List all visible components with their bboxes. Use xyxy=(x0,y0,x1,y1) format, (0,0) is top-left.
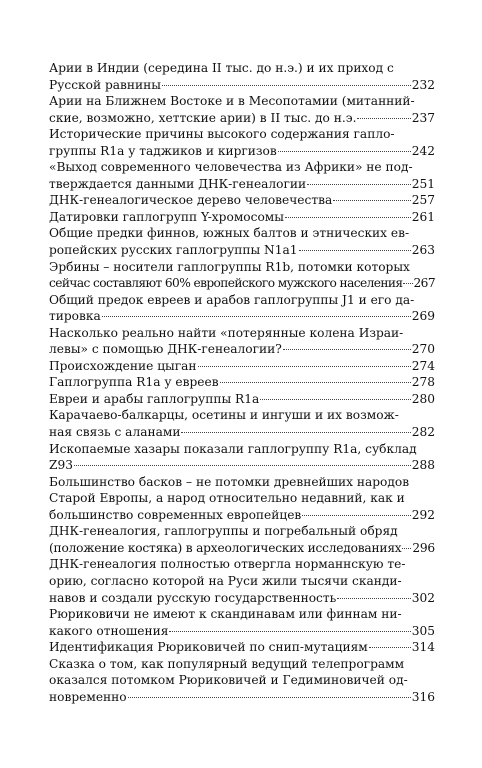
toc-page-number: 280 xyxy=(411,391,435,406)
toc-entry-title-line: орию, согласно которой на Руси жили тысячи сканди- xyxy=(49,573,402,588)
dot-leader xyxy=(181,432,410,433)
toc-page-number: 278 xyxy=(411,375,435,390)
toc-entry-last-line xyxy=(49,176,435,193)
dot-leader xyxy=(369,647,411,648)
toc-entry-title-line: Исторические причины высокого содержания гапло- xyxy=(49,127,395,142)
toc-entry-title-line: «Выход современного человечества из Африки» не под- xyxy=(49,160,413,175)
toc-entry xyxy=(49,639,435,656)
toc-entry-title-line: сейчас составляют 60% европейского мужского населения xyxy=(49,276,403,291)
toc-page-number: 270 xyxy=(411,342,435,357)
toc-entry-title-line: (положение костяка) в археологических исследованиях xyxy=(49,540,402,555)
dot-leader xyxy=(337,598,410,599)
toc-entry xyxy=(49,209,435,226)
toc-entry-last-line xyxy=(49,341,435,358)
dot-leader xyxy=(403,283,412,284)
toc-entry xyxy=(49,656,435,706)
toc-page-number: 316 xyxy=(411,689,435,704)
toc-entry-last-line xyxy=(49,540,435,557)
toc-page-number: 269 xyxy=(411,309,435,324)
toc-entry-last-line xyxy=(49,391,435,408)
dot-leader xyxy=(299,250,411,251)
toc-entry-last-line xyxy=(49,192,435,209)
dot-leader xyxy=(333,200,411,201)
toc-entry-title-line: Арии в Индии (середина II тыс. до н.э.) и их приход с xyxy=(49,61,394,75)
toc-page-number: 288 xyxy=(411,458,435,473)
toc-entry xyxy=(49,159,435,192)
toc-entry-last-line xyxy=(49,77,435,94)
toc-entry xyxy=(49,60,435,93)
toc-entry-title-line: ная связь с аланами xyxy=(49,425,181,440)
dot-leader xyxy=(307,184,411,185)
toc-page-number: 282 xyxy=(411,425,435,440)
toc-entry-title-line: ские, возможно, хеттские арии) в II тыс. до н.э. xyxy=(49,110,357,125)
toc-entry-title-line: большинство современных европейцев xyxy=(49,507,302,522)
toc-entry-title-line: группы R1a у таджиков и киргизов xyxy=(49,143,277,158)
toc-entry xyxy=(49,358,435,375)
toc-entry xyxy=(49,556,435,606)
toc-entry-title-line: левы» с помощью ДНК-генеалогии? xyxy=(49,342,282,357)
toc-entry-title-line: Ископаемые хазары показали гаплогруппу R1a, субклад xyxy=(49,441,417,456)
toc-page-number: 267 xyxy=(413,276,435,291)
toc-entry-title-line: какого отношения xyxy=(49,623,169,638)
toc-entry-title-line: Большинство басков – не потомки древнейших народов xyxy=(49,474,410,489)
toc-page-number: 292 xyxy=(411,507,435,522)
toc-entry-title-line: Рюриковичи не имеют к скандинавам или финнам ни- xyxy=(49,607,402,622)
toc-page-number: 251 xyxy=(411,176,435,191)
dot-leader xyxy=(220,382,411,383)
toc-entry-title-line: Карачаево-балкарцы, осетины и ингуши и их возмож- xyxy=(49,408,399,423)
toc-entry-title-line: Русской равнины xyxy=(49,77,161,92)
toc-page-number: 274 xyxy=(411,358,435,373)
dot-leader xyxy=(74,465,411,466)
toc-entry-title-line: тверждается данными ДНК-генеалогии xyxy=(49,176,307,191)
toc-page-number: 305 xyxy=(411,623,435,638)
dot-leader xyxy=(357,118,410,119)
toc-entry-title-line: Эрбины – носители гаплогруппы R1b, потомки которых xyxy=(49,259,410,274)
dot-leader xyxy=(283,349,411,350)
toc-page-number: 242 xyxy=(411,143,435,158)
toc-entry-title-line: ДНК-генеалогия, гаплогруппы и погребальный обряд xyxy=(49,524,398,539)
dot-leader xyxy=(285,217,411,218)
toc-entry-title-line: Насколько реально найти «потерянные колена Израи- xyxy=(49,325,404,340)
toc-entry-title-line: Происхождение цыган xyxy=(49,358,197,373)
toc-entry-title-line: Сказка о том, как популярный ведущий телепрограмм xyxy=(49,656,405,671)
toc-entry-last-line xyxy=(49,689,435,706)
toc-entry-title-line: Общий предок евреев и арабов гаплогруппы J1 и его да- xyxy=(49,292,415,307)
toc-page-number: 257 xyxy=(411,193,435,208)
dot-leader xyxy=(402,548,411,549)
toc-entry-title-line: тировка xyxy=(49,309,101,324)
toc-entry-title-line: ропейских русских гаплогруппы N1a1 xyxy=(49,243,298,258)
toc-entry xyxy=(49,374,435,391)
dot-leader xyxy=(162,85,411,86)
toc-entry-last-line xyxy=(49,457,435,474)
toc-entry xyxy=(49,523,435,556)
toc-entry-title-line: Гаплогруппа R1a у евреев xyxy=(49,375,219,390)
toc-entry-last-line xyxy=(49,424,435,441)
toc-entry-title-line: Старой Европы, а народ относительно недавний, как и xyxy=(49,491,405,506)
toc-entry-last-line xyxy=(49,358,435,375)
toc-entry xyxy=(49,225,435,258)
toc-entry-title-line: навов и создали русскую государственность xyxy=(49,590,337,605)
toc-entry xyxy=(49,126,435,159)
toc-page-number: 263 xyxy=(411,243,435,258)
toc-entry-title-line: ДНК-генеалогия полностью отвергла норманнскую те- xyxy=(49,557,406,572)
toc-entry-title-line: Датировки гаплогрупп Y-хромосомы xyxy=(49,209,284,224)
toc-entry-last-line xyxy=(49,275,435,292)
toc-entry xyxy=(49,325,435,358)
toc-entry-title-line: Евреи и арабы гаплогруппы R1a xyxy=(49,391,260,406)
toc-entry-last-line xyxy=(49,110,435,127)
toc-entry-last-line xyxy=(49,623,435,640)
dot-leader xyxy=(278,151,411,152)
toc-entry-title-line: оказался потомком Рюриковичей и Гедиминовичей од- xyxy=(49,673,408,688)
toc-entry xyxy=(49,441,435,474)
toc-page-number: 237 xyxy=(411,110,435,125)
toc-entry xyxy=(49,606,435,639)
dot-leader xyxy=(302,515,410,516)
dot-leader xyxy=(260,399,410,400)
toc-entry xyxy=(49,93,435,126)
toc-entry-title-line: ДНК-генеалогическое дерево человечества xyxy=(49,193,333,208)
toc-entry-last-line xyxy=(49,308,435,325)
toc-entry-title-line: Идентификация Рюриковичей по снип-мутациям xyxy=(49,640,368,655)
toc-entry xyxy=(49,292,435,325)
toc-entry xyxy=(49,192,435,209)
toc-page-number: 296 xyxy=(412,540,435,555)
toc-entry xyxy=(49,407,435,440)
dot-leader xyxy=(169,631,410,632)
toc-entry xyxy=(49,259,435,292)
toc-entry-last-line xyxy=(49,143,435,160)
toc-entry-last-line xyxy=(49,639,435,656)
toc-entry-last-line xyxy=(49,209,435,226)
dot-leader xyxy=(128,697,411,698)
toc-entry-title-line: Общие предки финнов, южных балтов и этнических ев- xyxy=(49,226,410,241)
toc-page-number: 302 xyxy=(411,590,435,605)
toc-entry xyxy=(49,474,435,524)
toc-entry-last-line xyxy=(49,507,435,524)
toc-entry-last-line xyxy=(49,590,435,607)
toc-entry-last-line xyxy=(49,242,435,259)
toc-entry-title-line: Арии на Ближнем Востоке и в Месопотамии (митанний- xyxy=(49,94,415,109)
toc-page-number: 232 xyxy=(411,77,435,92)
dot-leader xyxy=(102,316,411,317)
toc-entry xyxy=(49,391,435,408)
toc-entry-title-line: новременно xyxy=(49,689,127,704)
toc-page-number: 314 xyxy=(411,640,435,655)
toc-page-number: 261 xyxy=(411,209,435,224)
table-of-contents xyxy=(49,60,435,705)
dot-leader xyxy=(198,366,411,367)
toc-entry-title-line: Z93 xyxy=(49,458,73,473)
toc-entry-last-line xyxy=(49,374,435,391)
